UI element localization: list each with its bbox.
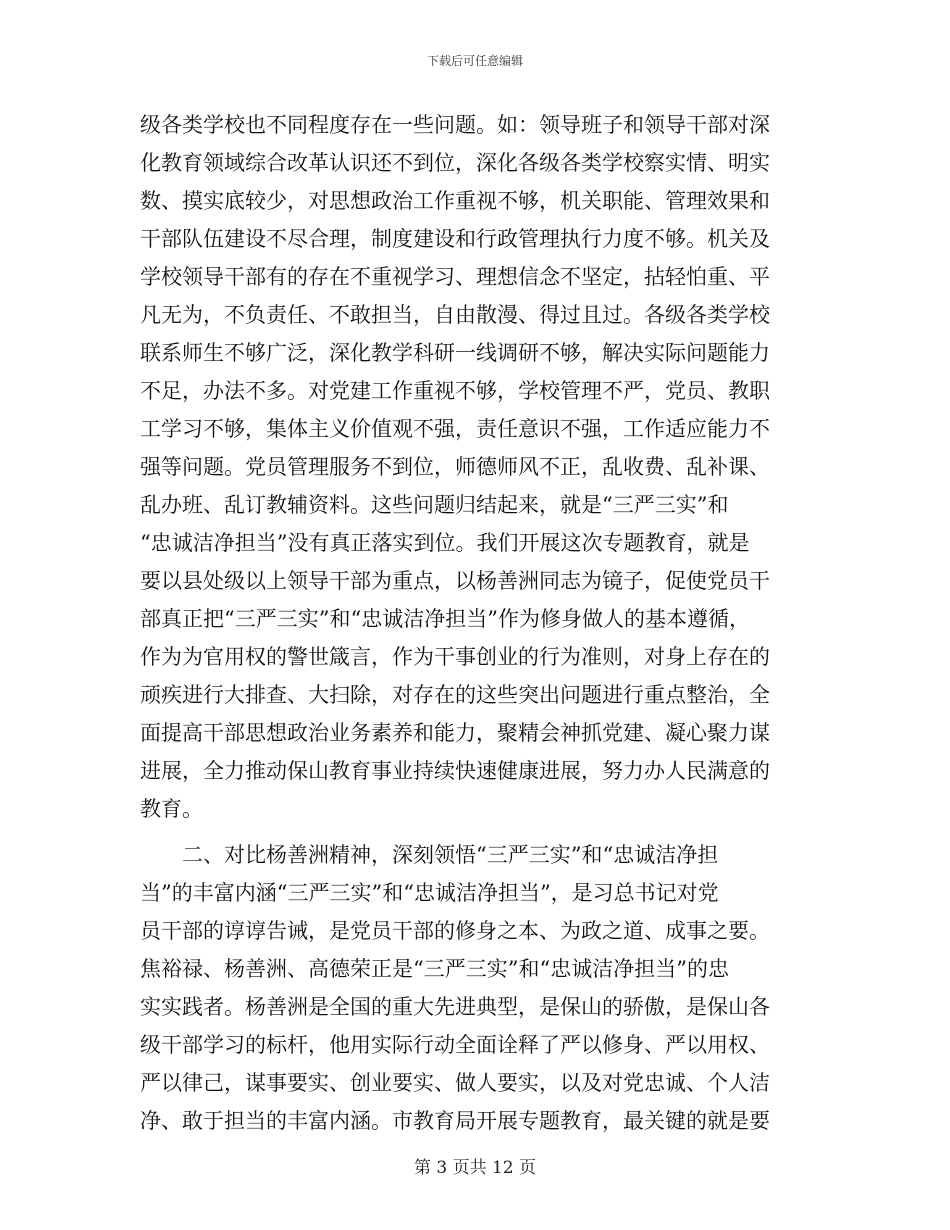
text-line: 学校领导干部有的存在不重视学习、理想信念不坚定，拈轻怕重、平 xyxy=(140,265,770,289)
text-line: 化教育领域综合改革认识还不到位，深化各级各类学校察实情、明实 xyxy=(140,151,770,175)
text-line: 强等问题。党员管理服务不到位，师德师风不正，乱收费、乱补课、 xyxy=(140,455,770,479)
text-line: 进展，全力推动保山教育事业持续快速健康进展，努力办人民满意的 xyxy=(140,759,770,783)
text-line: 作为为官用权的警世箴言，作为干事创业的行为准则，对身上存在的 xyxy=(140,645,770,669)
text-line: 严以律己，谋事要实、创业要实、做人要实，以及对党忠诚、个人洁 xyxy=(140,1071,770,1095)
text-line: 要以县处级以上领导干部为重点，以杨善洲同志为镜子，促使党员干 xyxy=(140,569,770,593)
text-line: 当”的丰富内涵“三严三实”和“忠诚洁净担当”，是习总书记对党 xyxy=(140,881,719,905)
text-line: 净、敢于担当的丰富内涵。市教育局开展专题教育，最关键的就是要 xyxy=(140,1109,770,1133)
text-line: 员干部的谆谆告诫，是党员干部的修身之本、为政之道、成事之要。 xyxy=(140,919,770,943)
text-line: 乱办班、乱订教辅资料。这些问题归结起来，就是“三严三实”和 xyxy=(140,493,729,517)
text-line: 面提高干部思想政治业务素养和能力，聚精会神抓党建、凝心聚力谋 xyxy=(140,721,770,745)
text-line: 凡无为，不负责任、不敢担当，自由散漫、得过且过。各级各类学校 xyxy=(140,303,770,327)
text-line: 不足，办法不多。对党建工作重视不够，学校管理不严，党员、教职 xyxy=(140,379,770,403)
page-number: 第 3 页共 12 页 xyxy=(413,1158,537,1178)
text-line: 实实践者。杨善洲是全国的重大先进典型，是保山的骄傲，是保山各 xyxy=(140,995,770,1019)
text-line: 级各类学校也不同程度存在一些问题。如：领导班子和领导干部对深 xyxy=(140,113,770,137)
body-text xyxy=(140,106,810,1140)
text-line: 级干部学习的标杆，他用实际行动全面诠释了严以修身、严以用权、 xyxy=(140,1033,770,1057)
text-line: 二、对比杨善洲精神，深刻领悟“三严三实”和“忠诚洁净担 xyxy=(140,843,719,867)
text-line: 教育。 xyxy=(140,797,203,821)
text-line: 工学习不够，集体主义价值观不强，责任意识不强，工作适应能力不 xyxy=(140,417,770,441)
text-line: 联系师生不够广泛，深化教学科研一线调研不够，解决实际问题能力 xyxy=(140,341,770,365)
text-line: “忠诚洁净担当”没有真正落实到位。我们开展这次专题教育，就是 xyxy=(140,531,750,555)
paragraph-gap xyxy=(140,828,810,836)
text-line: 顽疾进行大排查、大扫除，对存在的这些突出问题进行重点整治，全 xyxy=(140,683,770,707)
text-line: 部真正把“三严三实”和“忠诚洁净担当”作为修身做人的基本遵循， xyxy=(140,607,750,631)
text-line: 焦裕禄、杨善洲、高德荣正是“三严三实”和“忠诚洁净担当”的忠 xyxy=(140,957,729,981)
text-line: 干部队伍建设不尽合理，制度建设和行政管理执行力度不够。机关及 xyxy=(140,227,770,251)
text-line: 数、摸实底较少，对思想政治工作重视不够，机关职能、管理效果和 xyxy=(140,189,770,213)
page-header-note: 下载后可任意编辑 xyxy=(426,54,523,68)
